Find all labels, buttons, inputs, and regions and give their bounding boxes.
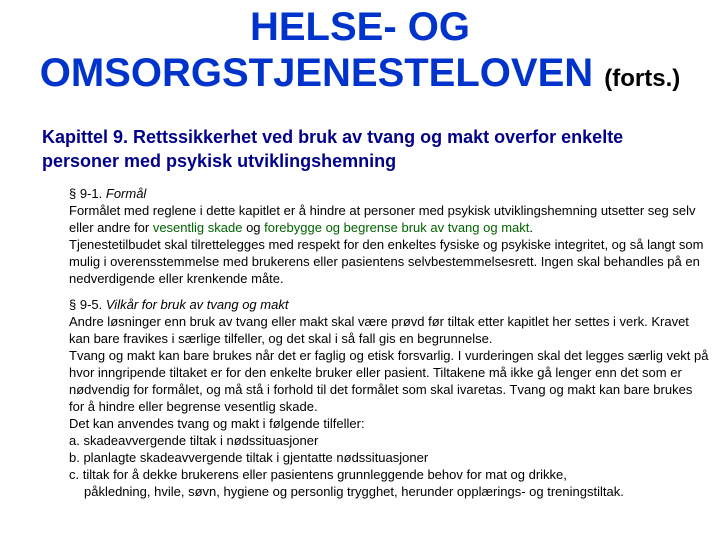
title-line-2 (0, 50, 720, 102)
list-item-continuation: påkledning, hvile, søvn, hygiene og personlig trygghet, herunder opplærings- og treningstiltak. (84, 484, 624, 499)
section-9-1 (69, 185, 709, 287)
text-run: og (242, 220, 265, 235)
law-text (69, 185, 709, 509)
section-title: Vilkår for bruk av tvang og makt (105, 297, 289, 312)
list-item: c. tiltak for å dekke brukerens eller pasientens grunnleggende behov for mat og drikke, (69, 467, 567, 482)
highlight-text: forebygge og begrense bruk av tvang og makt (264, 220, 530, 235)
chapter-heading: Kapittel 9. Rettssikkerhet ved bruk av tvang og makt overfor enkelte personer med psykisk utviklingshemning (42, 127, 624, 171)
highlight-text: vesentlig skade (152, 220, 243, 235)
section-paragraph: Andre løsninger enn bruk av tvang eller makt skal være prøvd før tiltak etter kapitlet her settes i verk. Kravet kan bare fravikes i særlige tilfeller, og det skal i så fall gis en begrunnelse. (69, 314, 689, 346)
section-paragraph (69, 202, 709, 236)
section-9-5 (69, 296, 709, 500)
text-run: Formålet med reglene i dette kapitlet er å hindre at personer med psykisk utviklingshemning utsetter seg selv eller andre for (69, 203, 696, 235)
slide-title (0, 4, 720, 102)
title-main: OMSORGSTJENESTELOVEN (39, 51, 594, 95)
section-paragraph: Det kan anvendes tvang og makt i følgende tilfeller: (69, 416, 365, 431)
section-number: § 9-5. (69, 297, 103, 312)
list-item: a. skadeavvergende tiltak i nødssituasjoner (69, 433, 319, 448)
section-paragraph: Tjenestetilbudet skal tilrettelegges med respekt for den enkeltes fysiske og psykiske integritet, og så langt som mulig i overensstemmelse med brukerens eller pasientens selvbestemmelsesrett. Ingen skal behandles på en nedverdigende eller krenkende måte. (69, 237, 704, 286)
text-run: . (529, 220, 533, 235)
section-heading (69, 296, 709, 313)
section-number: § 9-1. (69, 186, 103, 201)
section-heading (69, 185, 709, 202)
title-line-1: HELSE- OG (249, 5, 471, 49)
title-suffix: (forts.) (604, 65, 681, 92)
section-paragraph: Tvang og makt kan bare brukes når det er faglig og etisk forsvarlig. I vurderingen skal det legges særlig vekt på hvor inngripende tiltaket er for den enkelte bruker eller pasient. Tiltakene må ikke gå lenger enn det som er nødvendig for formålet, og må stå i forhold til det formålet som skal ivaretas. Tvang og makt kan bare brukes for å hindre eller begrense vesentlig skade. (69, 348, 709, 414)
section-title: Formål (105, 186, 147, 201)
list-item: b. planlagte skadeavvergende tiltak i gjentatte nødssituasjoner (69, 450, 429, 465)
